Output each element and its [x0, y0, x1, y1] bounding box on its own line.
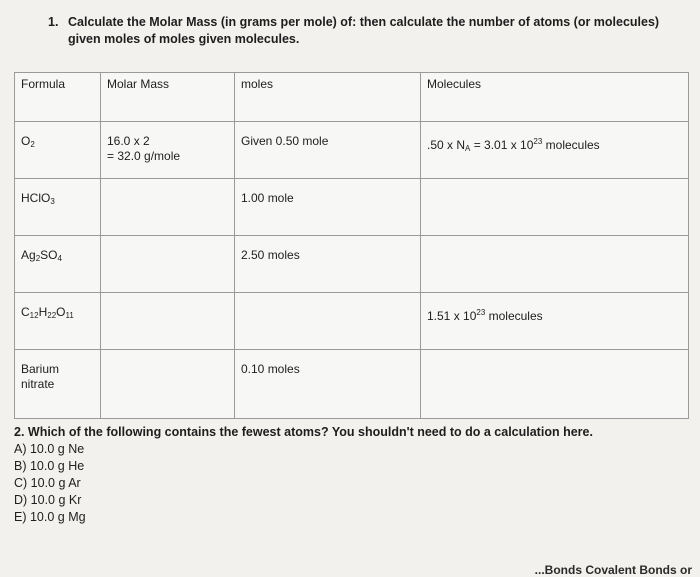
- formula-o2: $O_2$: [15, 122, 101, 179]
- moles-hclo3: 1.00 mole: [235, 179, 421, 236]
- molar-mass-sucrose[interactable]: [101, 293, 235, 350]
- table-row-ag2so4: [15, 236, 689, 293]
- formula-sucrose: $C_{12}H_{22}O_{11}$: [15, 293, 101, 350]
- question-1-line-1: [48, 14, 659, 31]
- option-a[interactable]: A) 10.0 g Ne: [14, 442, 85, 456]
- molar-mass-ag2so4[interactable]: [101, 236, 235, 293]
- formula-hclo3: HClO$_3$: [15, 179, 101, 236]
- moles-sucrose[interactable]: [235, 293, 421, 350]
- cutoff-text: ...Bonds Covalent Bonds or: [534, 563, 692, 577]
- molecules-hclo3[interactable]: [421, 179, 689, 236]
- molecules-o2: .50 x $N_A = 3.01$ x $10^{23}$ molecules: [421, 122, 689, 179]
- molar-mass-table: [14, 72, 689, 419]
- molecules-barium-nitrate[interactable]: [421, 350, 689, 419]
- table-header-row: [15, 73, 689, 122]
- molar-mass-barium-nitrate[interactable]: [101, 350, 235, 419]
- moles-o2: Given 0.50 mole: [235, 122, 421, 179]
- molecules-sucrose: 1.51 x $10^{23}$ molecules: [421, 293, 689, 350]
- header-molar-mass: Molar Mass: [101, 73, 235, 122]
- option-c[interactable]: C) 10.0 g Ar: [14, 476, 81, 490]
- formula-ag2so4: $Ag_2SO_4$: [15, 236, 101, 293]
- question-1: [48, 14, 659, 48]
- table-row-o2: [15, 122, 689, 179]
- table-row-sucrose: [15, 293, 689, 350]
- option-e[interactable]: E) 10.0 g Mg: [14, 510, 86, 524]
- question-2: [14, 424, 593, 526]
- moles-ag2so4: 2.50 moles: [235, 236, 421, 293]
- table-row-barium-nitrate: [15, 350, 689, 419]
- question-1-number: 1.: [48, 15, 59, 29]
- moles-barium-nitrate: 0.10 moles: [235, 350, 421, 419]
- question-2-stem: 2. Which of the following contains the fewest atoms? You shouldn't need to do a calculation here.: [14, 425, 593, 439]
- header-molecules: Molecules: [421, 73, 689, 122]
- formula-barium-nitrate: Barium nitrate: [15, 350, 101, 419]
- header-formula: Formula: [15, 73, 101, 122]
- molar-mass-hclo3[interactable]: [101, 179, 235, 236]
- molar-mass-o2: 16.0 x 2 = 32.0 g/mole: [101, 122, 235, 179]
- molecules-ag2so4[interactable]: [421, 236, 689, 293]
- question-1-text-line-1: Calculate the Molar Mass (in grams per mole) of: then calculate the number of atoms (or molecules): [68, 15, 660, 29]
- table-row-hclo3: [15, 179, 689, 236]
- option-b[interactable]: B) 10.0 g He: [14, 459, 85, 473]
- question-1-text-line-2: given moles of moles given molecules.: [68, 32, 300, 46]
- option-d[interactable]: D) 10.0 g Kr: [14, 493, 82, 507]
- header-moles: moles: [235, 73, 421, 122]
